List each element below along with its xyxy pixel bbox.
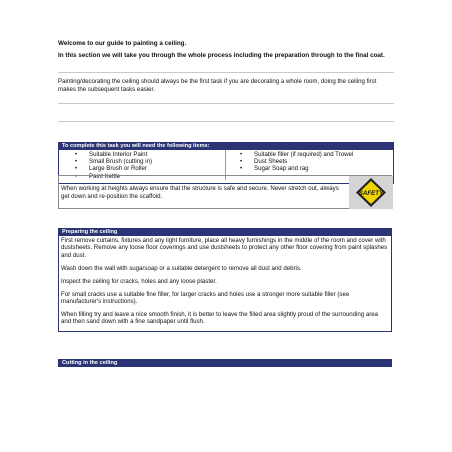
safety-diamond-icon xyxy=(355,177,387,208)
list-item: • Suitable Interior Paint xyxy=(59,151,225,158)
list-item: • Small Brush (cutting in) xyxy=(59,158,225,165)
divider xyxy=(58,72,394,73)
page-title: Welcome to our guide to painting a ceiling. xyxy=(58,40,187,47)
safety-notice xyxy=(58,175,392,209)
list-item: • Large Brush or Roller xyxy=(59,165,225,172)
preparing-body xyxy=(59,236,391,332)
paragraph: Wash down the wall with sugarsoap or a suitable detergent to remove all dust and debris. xyxy=(61,264,302,272)
paragraph: When filling try and leave a nice smooth finish, it is better to leave the filled area slightly proud of the surrounding area and then sand down with a fine sandpaper until flush. xyxy=(61,310,379,326)
paragraph: First remove curtains, fixtures and any light furniture, place all heavy furnishings in the middle of the room and cover with dustsheets. Remove any loose floor coverings and use dustsheets to protect any other floor covering from paint splashes and dust. xyxy=(61,237,388,259)
preparing-section xyxy=(58,228,392,332)
list-item: • Paint Kettle xyxy=(59,173,225,180)
divider xyxy=(58,103,394,104)
paragraph: Inspect the ceiling for cracks, holes and any loose plaster. xyxy=(61,277,217,285)
safety-sign xyxy=(349,176,393,209)
intro-paragraph: Painting/decorating the ceiling should always be the first task if you are decorating a whole room, doing the ceiling first makes the subsequent tasks easier. xyxy=(58,78,377,93)
list-item: • Dust Sheets xyxy=(226,158,393,165)
intro-subtitle: In this section we will take you through the whole process including the preparation through to the final coat. xyxy=(58,52,385,59)
safety-text: When working at heights always ensure that the structure is safe and secure. Never stretch out, always get down and re-position the scaffold. xyxy=(61,185,339,200)
list-item: • Sugar Soap and rag xyxy=(226,165,393,172)
safety-sign-label: SAFETY xyxy=(358,190,384,197)
list-item: • Suitable filler (if required) and Trowel xyxy=(226,151,393,158)
requirements-header: To complete this task you will need the following items: xyxy=(59,143,393,150)
preparing-header: Preparing the ceiling xyxy=(59,229,391,236)
divider xyxy=(58,121,394,122)
cutting-section xyxy=(58,359,392,367)
cutting-header: Cutting in the ceiling xyxy=(59,360,391,366)
paragraph: For small cracks use a suitable fine filler, for larger cracks and holes use a stronger more suitable filler (see manufacturer's instructions). xyxy=(61,290,350,305)
